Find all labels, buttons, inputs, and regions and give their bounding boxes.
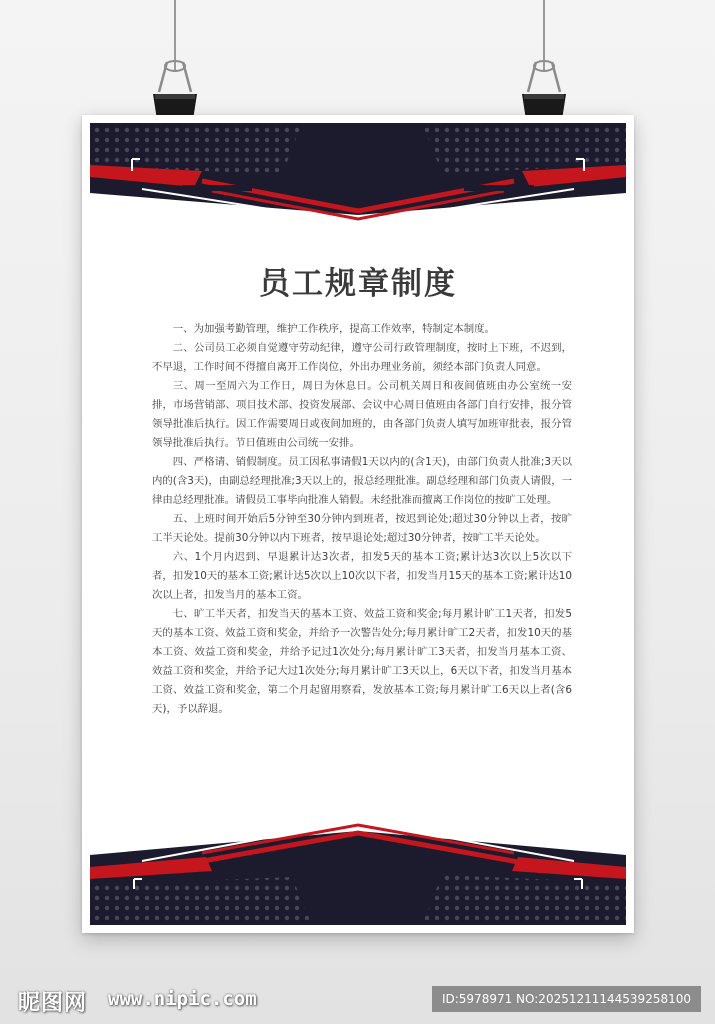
binder-clip-left-icon: [147, 60, 203, 122]
poster-sheet: [82, 115, 634, 933]
rule-paragraph-3: 三、周一至周六为工作日，周日为休息日。公司机关周日和夜间值班由办公室统一安排，市场营销部、项目技术部、投资发展部、会议中心周日值班由各部门自行安排，报分管领导批准后执行。因工作需要周日或夜间加班的，由各部门负责人填写加班审批表，报分管领导批准后执行。节日值班由公司统一安排。: [152, 380, 572, 449]
page-title: 员工规章制度: [259, 266, 457, 302]
image-id-label: ID:5978971 NO:20251211144539258100: [432, 986, 701, 1012]
rule-paragraph-2: 二、公司员工必须自觉遵守劳动纪律，遵守公司行政管理制度，按时上下班，不迟到，不早退，工作时间不得擅自离开工作岗位，外出办理业务前，须经本部门负责人同意。: [152, 342, 572, 373]
top-decorative-banner: [82, 115, 634, 230]
bottom-decorative-banner: [82, 813, 634, 933]
rule-paragraph-7: 七、旷工半天者，扣发当天的基本工资、效益工资和奖金;每月累计旷工1天者，扣发5天的基本工资、效益工资和奖金，并给予一次警告处分;每月累计旷工2天者，扣发10天的基本工资、效益工资和奖金，并给予记过1次处分;每月累计旷工3天者，扣发当月基本工资、效益工资和奖金，并给予记大过1次处分;每月累计旷工3天以上，6天以下者，扣发当月基本工资、效益工资和奖金，第二个月起留用察看，发放基本工资;每月累计旷工6天以上者(含6天)，予以辞退。: [152, 608, 572, 715]
watermark-site: www.nipic.com: [108, 988, 257, 1010]
binder-clip-right-icon: [516, 60, 572, 122]
watermark-logo: 昵图网: [18, 991, 88, 1016]
rule-paragraph-1: 一、为加强考勤管理，维护工作秩序，提高工作效率，特制定本制度。: [172, 323, 495, 335]
rule-paragraph-5: 五、上班时间开始后5分钟至30分钟内到班者，按迟到论处;超过30分钟以上者，按旷工半天论处。提前30分钟以内下班者，按早退论处;超过30分钟者，按旷工半天论处。: [152, 513, 572, 544]
rule-paragraph-4: 四、严格请、销假制度。员工因私事请假1天以内的(含1天)，由部门负责人批准;3天以内的(含3天)，由副总经理批准;3天以上的，报总经理批准。副总经理和部门负责人请假，一律由总经理批准。请假员工事毕向批准人销假。未经批准而擅离工作岗位的按旷工处理。: [152, 456, 572, 506]
rule-paragraph-6: 六、1个月内迟到、早退累计达3次者，扣发5天的基本工资;累计达3次以上5次以下者，扣发10天的基本工资;累计达5次以上10次以下者，扣发当月15天的基本工资;累计达10次以上者，扣发当月的基本工资。: [152, 551, 572, 601]
rules-body: [152, 320, 572, 719]
watermark-footer: [0, 980, 715, 1024]
